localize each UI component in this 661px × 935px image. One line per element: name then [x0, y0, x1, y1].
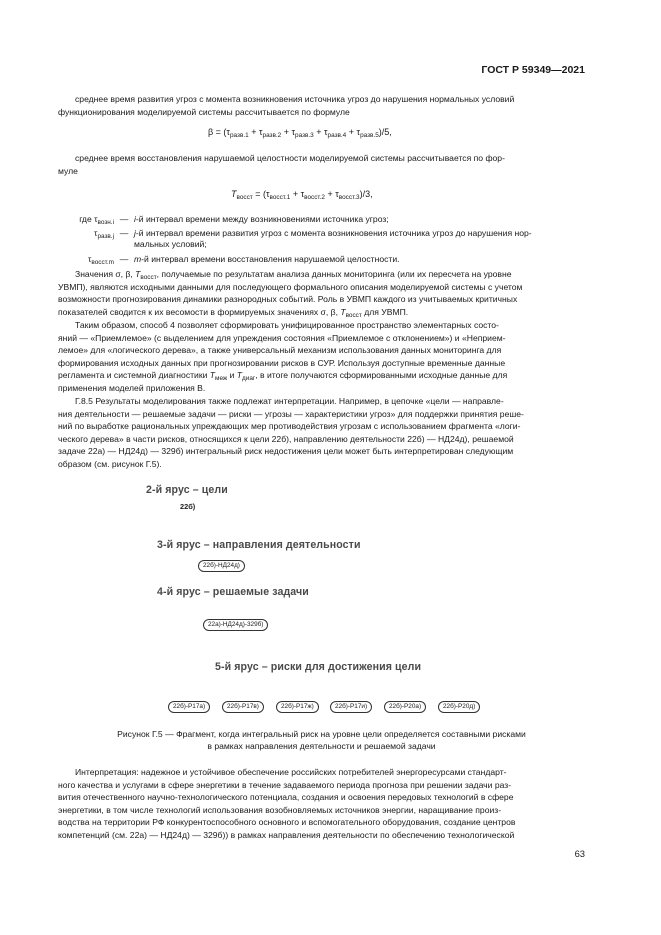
direction-node: 22б)-НД24д) — [198, 560, 245, 572]
text-line: муле — [58, 165, 78, 176]
text-line: среднее время восстановления нарушаемой целостности моделируемой системы рассчитывается по фор- — [75, 153, 505, 163]
document-code: ГОСТ Р 59349—2021 — [481, 64, 585, 76]
paragraph-g-8-5 — [58, 395, 585, 471]
text-line: ческого дерева» в части рисков, относящихся к цели 22б), направлению деятельности 22б) — НД24д), решаемой — [58, 433, 514, 444]
glossary-row: $\tau_{разв.j}$ — j-й интервал времени развития угроз с момента возникновения источника угроз до нарушения нор- мальных условий; — [94, 227, 532, 249]
text-line: возможности прогнозирования динамики разнородных событий. Роль в УВМП каждого из учитываемых критичных — [58, 294, 518, 305]
paragraph-values-usage — [58, 268, 585, 318]
risk-node: 22б)-Р20д) — [438, 701, 480, 713]
text-line: компетенций (см. 22а) — НД24д) — 329б)) в рамках направления деятельности по обеспечению технологической — [58, 829, 515, 840]
text-line: ний по выработке рациональных упреждающих мер противодействия угрозам с использованием фрагмента «логи- — [58, 421, 521, 432]
paragraph-mean-recovery-time — [58, 152, 585, 177]
paragraph-interpretation — [58, 766, 585, 842]
text-line: образом (см. рисунок Г.5). — [58, 458, 162, 469]
glossary-row: $\tau_{восст.m}$ — m-й интервал времени восстановления нарушаемой целостности. — [88, 253, 400, 266]
text-line: регламента и системной диагностики $T_{меж}$ и $T_{диаг}$, в итоге получаются сформированными исходные данные для — [58, 370, 508, 383]
text-line: функционирования моделируемой системы рассчитывается по формуле — [58, 106, 350, 117]
tier-2-label: 2-й ярус – цели — [146, 484, 228, 496]
text-line: водства на территории РФ конкурентоспособного основного и вспомогательного оборудования, создание центров — [58, 817, 516, 828]
paragraph-mean-development-time — [58, 93, 585, 118]
text-line: применения моделей приложения В. — [58, 382, 206, 393]
symbol-glossary — [44, 214, 585, 265]
text-line: УВМП), являются исходными данными для последующего формального описания моделируемой системы с учетом — [58, 281, 523, 292]
goal-node: 22б) — [180, 502, 196, 511]
glossary-intro: где — [79, 214, 92, 224]
risk-node: 22б)-Р17ж) — [276, 701, 319, 713]
page-number: 63 — [574, 848, 585, 859]
text-line: задаче 22а) — НД24д) — 329б) интегральный риск недостижения цели может быть интерпретирован следующим — [58, 446, 514, 457]
text-line: ного качества и услугами в сфере энергетики в течение задаваемого периода прогноза при решении задачи раз- — [58, 779, 512, 790]
text-line: Г.8.5 Результаты моделирования также подлежат интерпретации. Например, в цепочке «цели — направле- — [75, 396, 504, 406]
tier-4-label: 4-й ярус – решаемые задачи — [157, 586, 309, 598]
caption-line: в рамках направления деятельности и решаемой задачи — [207, 741, 436, 752]
text-line: яний — «Приемлемое» (с выделением для упреждения состояния «Приемлемое с отклонением») и «Неприем- — [58, 332, 506, 343]
risk-node: 22б)-Р20а) — [384, 701, 426, 713]
tier-5-label: 5-й ярус – риски для достижения цели — [215, 661, 422, 673]
tier-3-label: 3-й ярус – направления деятельности — [157, 539, 361, 551]
task-node: 22а)-НД24д)-329б) — [203, 619, 268, 631]
figure-caption — [58, 728, 585, 753]
text-line: лемое» для «логического дерева», а также универсальный механизм использования данных мониторинга для — [58, 345, 502, 356]
risk-node: 22б)-Р17и) — [330, 701, 372, 713]
risk-node: 22б)-Р17а) — [168, 701, 210, 713]
text-line: вития отечественного научно-технологического потенциала, создания и освоения передовых технологий в сфере — [58, 792, 514, 803]
paragraph-method-4 — [58, 319, 585, 395]
text-line: ния деятельности — решаемые задачи — риски — угрозы — характеристики угроз» для поддержки принятия реше- — [58, 408, 524, 419]
formula-beta: $\beta = (\tau_{разв.1} + \tau_{разв.2} + \tau_{разв.3} + \tau_{разв.4} + \tau_{разв.5})/5$, — [208, 127, 392, 139]
text-line: показателей сводится к их весомости в формируемых значениях σ, β, $T_{восст}$ для УВМП. — [58, 306, 409, 319]
risk-node: 22б)-Р17в) — [222, 701, 264, 713]
text-line: формирования исходных данных при прогнозировании рисков в СУР. Используя доступные временные данные — [58, 357, 506, 368]
text-line: Интерпретация: надежное и устойчивое обеспечение российских потребителей энергоресурсами стандарт- — [75, 767, 507, 777]
text-line: энергетики, в том числе технологий использования возобновляемых источников энергии, наращивание произ- — [58, 804, 502, 815]
text-line: Значения σ, β, $T_{восст}$, получаемые по результатам анализа данных мониторинга (или их пересчета на уровне — [75, 269, 512, 281]
formula-t-recovery: $T_{восст} = (\tau_{восст.1} + \tau_{восст.2} + \tau_{восст.3})/3$, — [231, 189, 373, 201]
caption-line: Рисунок Г.5 — Фрагмент, когда интегральный риск на уровне цели определяется составными рисками — [117, 729, 526, 739]
glossary-row: где $\tau_{возн.i}$ — i-й интервал времени между возникновениями источника угроз; — [79, 214, 389, 226]
text-line: среднее время развития угроз с момента возникновения источника угроз до нарушения нормальных условий — [75, 94, 515, 104]
text-line: Таким образом, способ 4 позволяет сформировать унифицированное пространство элементарных состо- — [75, 320, 499, 330]
